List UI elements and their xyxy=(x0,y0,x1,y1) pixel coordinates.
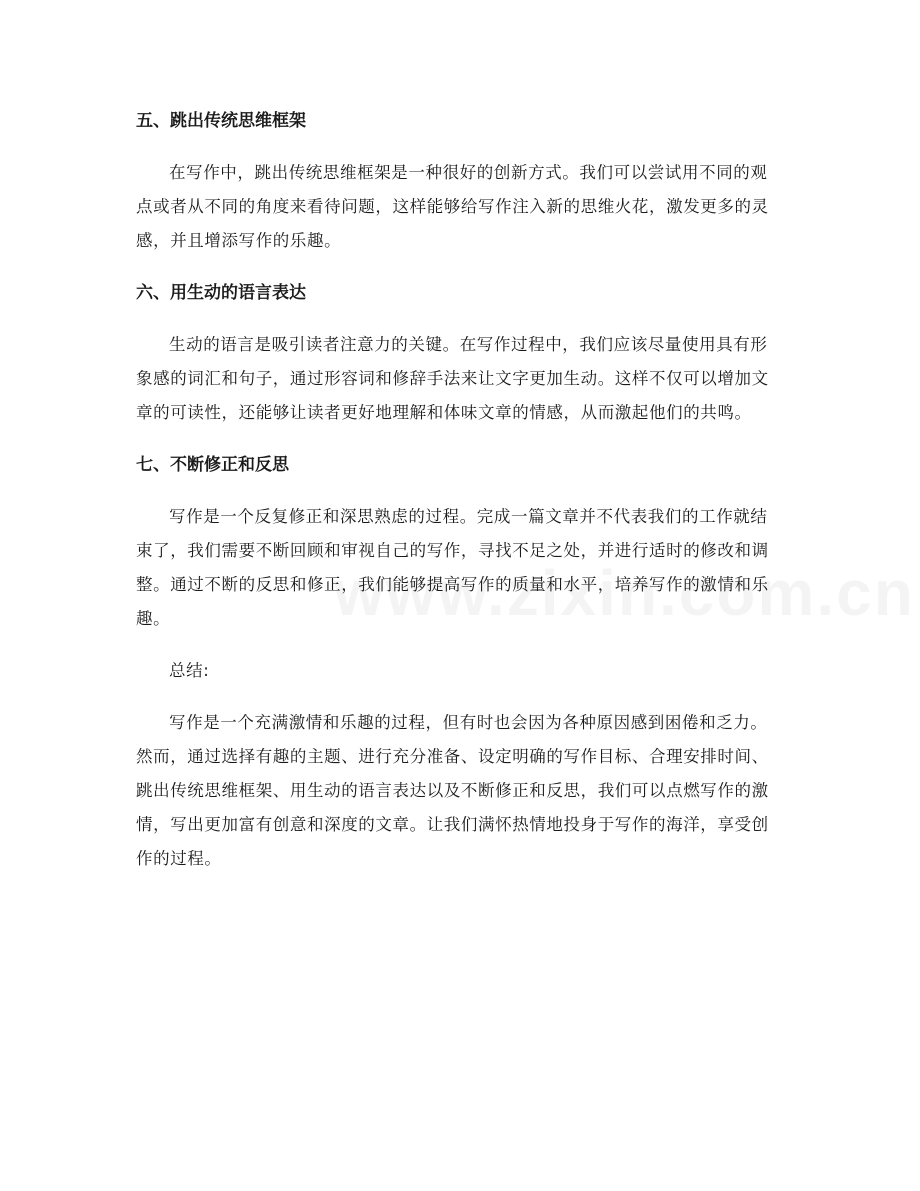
section-paragraph-7: 写作是一个反复修正和深思熟虑的过程。完成一篇文章并不代表我们的工作就结束了，我们需要不断回顾和审视自己的写作，寻找不足之处，并进行适时的修改和调整。通过不断的反思和修正，我们能够提高写作的质量和水平，培养写作的激情和乐趣。 xyxy=(136,507,769,628)
summary-label: 总结: xyxy=(169,661,210,680)
document-body xyxy=(136,104,784,876)
summary-paragraph: 写作是一个充满激情和乐趣的过程，但有时也会因为各种原因感到困倦和乏力。然而，通过选择有趣的主题、进行充分准备、设定明确的写作目标、合理安排时间、跳出传统思维框架、用生动的语言表达以及不断修正和反思，我们可以点燃写作的激情，写出更加富有创意和深度的文章。让我们满怀热情地投身于写作的海洋，享受创作的过程。 xyxy=(136,713,769,868)
section-paragraph-5: 在写作中，跳出传统思维框架是一种很好的创新方式。我们可以尝试用不同的观点或者从不同的角度来看待问题，这样能够给写作注入新的思维火花，激发更多的灵感，并且增添写作的乐趣。 xyxy=(136,163,769,250)
section-heading-7: 七、不断修正和反思 xyxy=(136,455,289,475)
section-paragraph-6: 生动的语言是吸引读者注意力的关键。在写作过程中，我们应该尽量使用具有形象感的词汇和句子，通过形容词和修辞手法来让文字更加生动。这样不仅可以增加文章的可读性，还能够让读者更好地理解和体味文章的情感，从而激起他们的共鸣。 xyxy=(136,335,769,422)
section-heading-6: 六、用生动的语言表达 xyxy=(136,283,306,303)
section-heading-5: 五、跳出传统思维框架 xyxy=(136,111,306,131)
